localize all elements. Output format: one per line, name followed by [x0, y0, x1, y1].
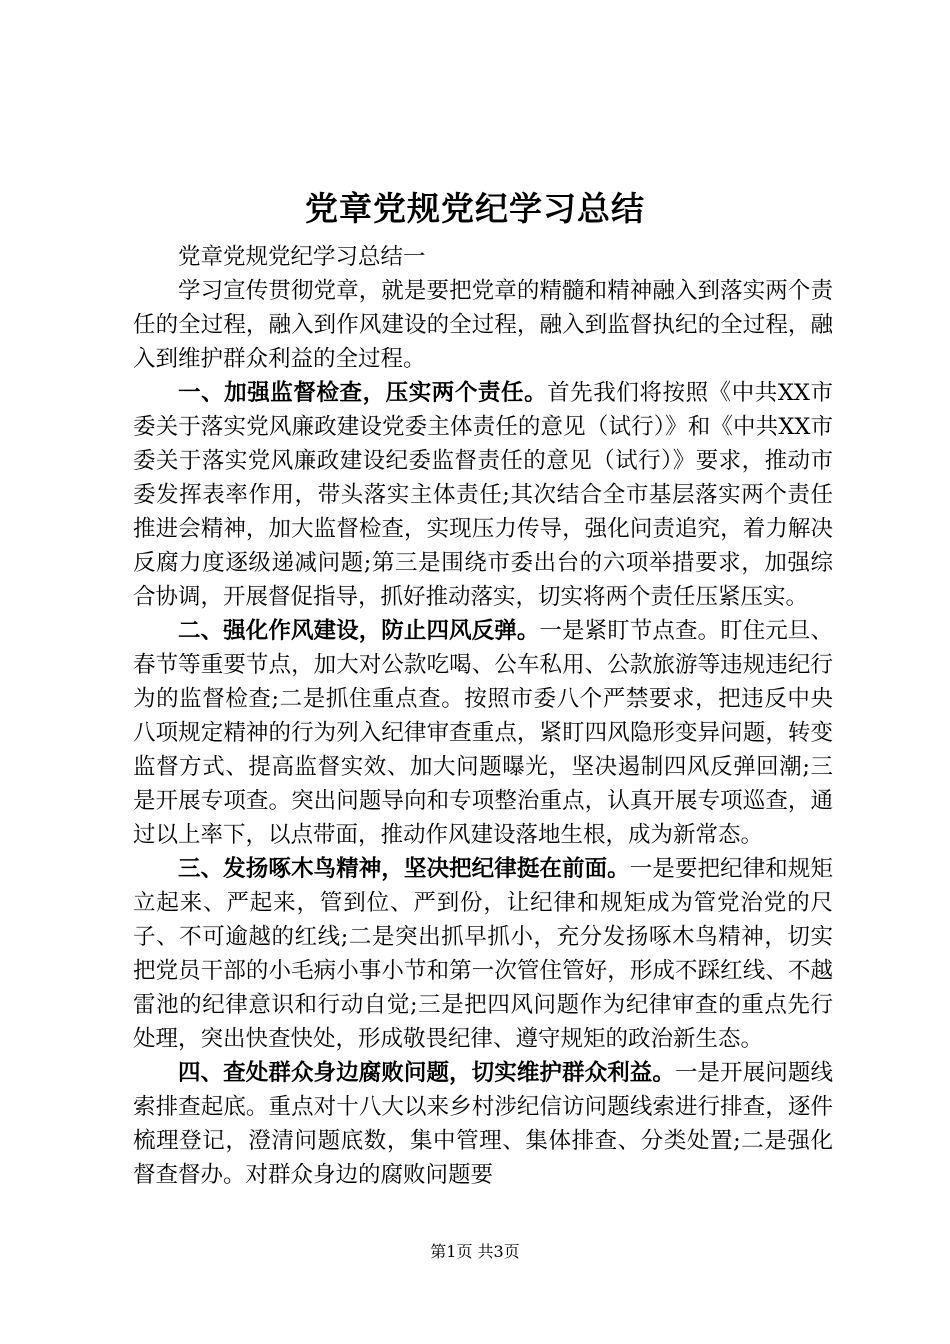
section-paragraph-4: [133, 1056, 833, 1192]
section-paragraph-3: [133, 852, 833, 1056]
document-body: [133, 240, 833, 1192]
section-paragraph-1: [133, 376, 833, 614]
section-heading-3: 三、发扬啄木鸟精神，坚决把纪律挺在前面。: [178, 856, 630, 882]
page-footer: 第1页 共3页: [430, 1242, 520, 1261]
section-heading-4: 四、查处群众身边腐败问题，切实维护群众利益。: [178, 1060, 675, 1086]
section-text-4: 一是开展问题线索排查起底。重点对十八大以来乡村涉纪信访问题线索进行排查，逐件梳理登记，澄清问题底数，集中管理、集体排查、分类处置;二是强化督查督办。对群众身边的腐败问题要: [133, 1060, 833, 1188]
document-title: 党章党规党纪学习总结: [305, 189, 645, 228]
section-heading-2: 二、强化作风建设，防止四风反弹。: [178, 618, 540, 644]
document-subtitle: 党章党规党纪学习总结一: [178, 244, 426, 270]
section-text-3: 一是要把纪律和规矩立起来、严起来，管到位、严到份，让纪律和规矩成为管党治党的尺子、不可逾越的红线;二是突出抓早抓小，充分发扬啄木鸟精神，切实把党员干部的小毛病小事小节和第一次管住管好，形成不踩红线、不越雷池的纪律意识和行动自觉;三是把四风问题作为纪律审查的重点先行处理，突出快查快处，形成敬畏纪律、遵守规矩的政治新生态。: [133, 856, 833, 1052]
section-paragraph-2: [133, 614, 833, 852]
section-text-2: 一是紧盯节点查。盯住元旦、春节等重要节点，加大对公款吃喝、公车私用、公款旅游等违规违纪行为的监督检查;二是抓住重点查。按照市委八个严禁要求，把违反中央八项规定精神的行为列入纪律审查重点，紧盯四风隐形变异问题，转变监督方式、提高监督实效、加大问题曝光，坚决遏制四风反弹回潮;三是开展专项查。突出问题导向和专项整治重点，认真开展专项巡查，通过以上率下，以点带面，推动作风建设落地生根，成为新常态。: [133, 618, 833, 848]
intro-paragraph: 学习宣传贯彻党章，就是要把党章的精髓和精神融入到落实两个责任的全过程，融入到作风建设的全过程，融入到监督执纪的全过程，融入到维护群众利益的全过程。: [133, 278, 833, 372]
section-heading-1: 一、加强监督检查，压实两个责任。: [178, 380, 548, 406]
section-text-1: 首先我们将按照《中共XX市委关于落实党风廉政建设党委主体责任的意见（试行）》和《中共XX市委关于落实党风廉政建设纪委监督责任的意见（试行）》要求，推动市委发挥表率作用，带头落实主体责任;其次结合全市基层落实两个责任推进会精神，加大监督检查，实现压力传导，强化问责追究，着力解决反腐力度逐级递减问题;第三是围绕市委出台的六项举措要求，加强综合协调，开展督促指导，抓好推动落实，切实将两个责任压紧压实。: [133, 380, 833, 610]
